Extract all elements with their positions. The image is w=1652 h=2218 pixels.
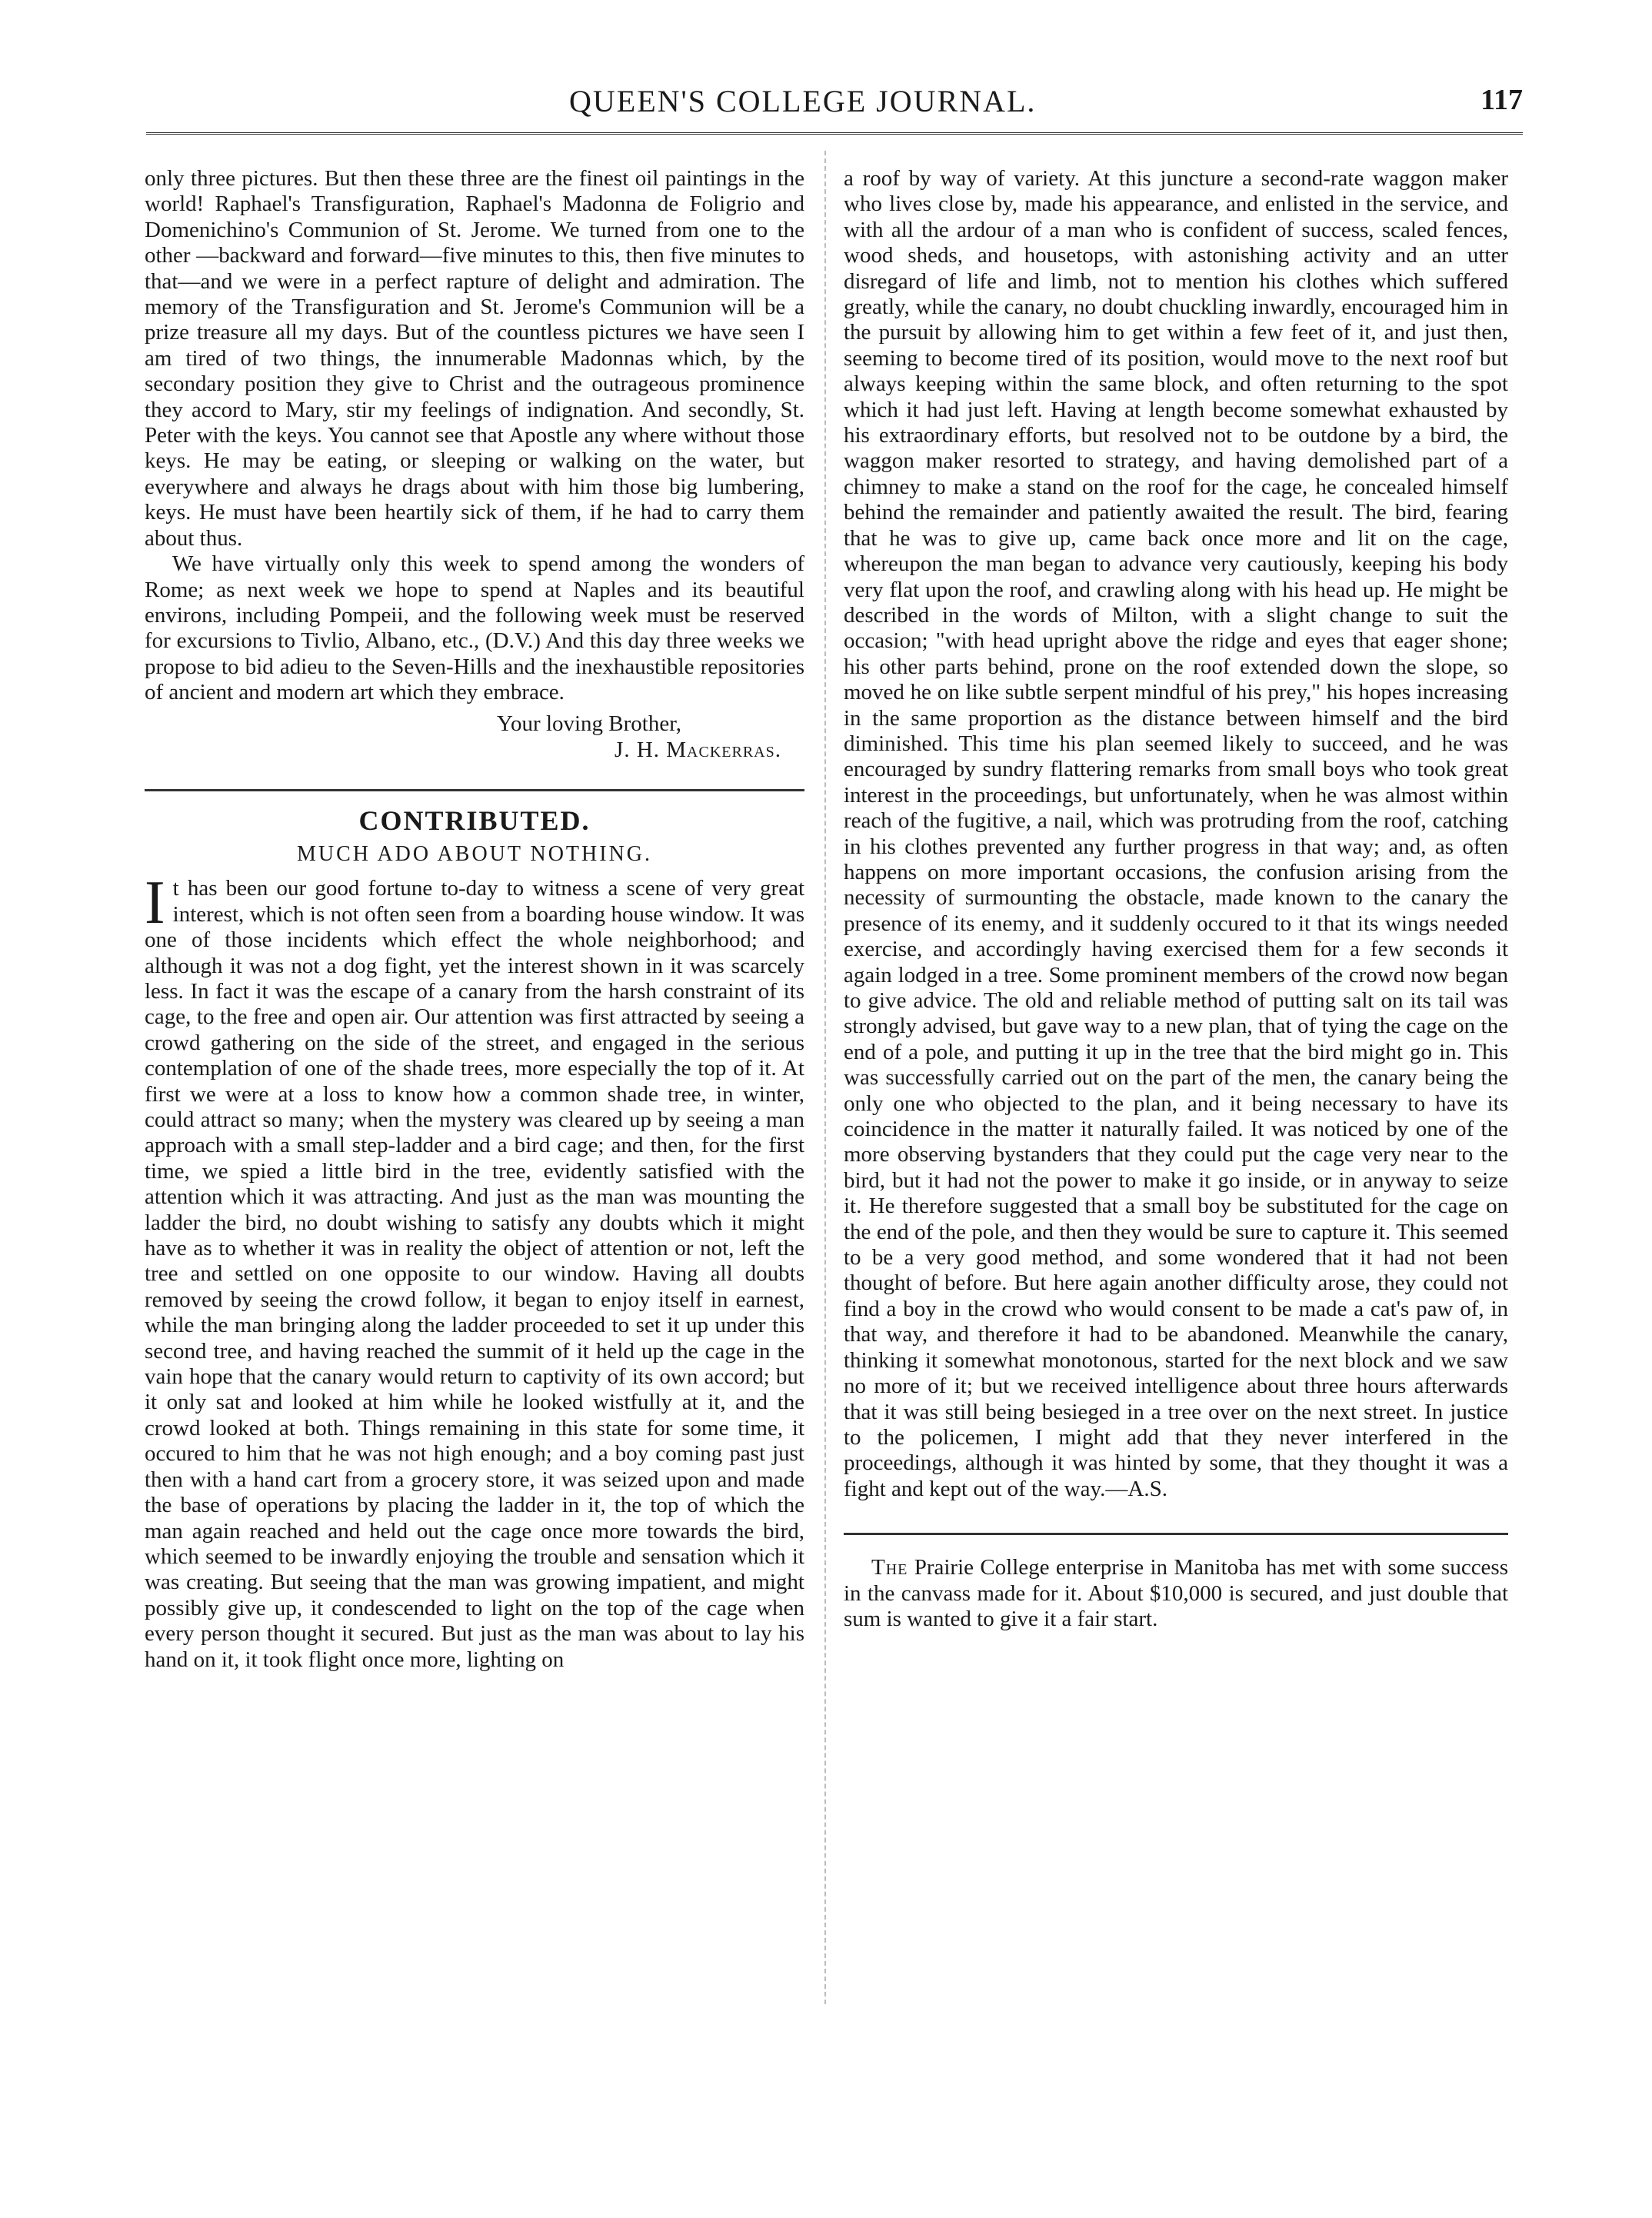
right-column	[844, 166, 1508, 1632]
header-rule	[146, 132, 1523, 135]
article-paragraph: a roof by way of variety. At this juncture a second-rate waggon maker who lives close by, made his appearance, and enlisted in the service, and with all the ardour of a man who is confident of success, scaled fences, wood sheds, and housetops, with astonishing activity and an utter disregard of life and limb, not to mention his clothes which suffered greatly, while the canary, no doubt chuckling inwardly, encouraged him in the pursuit by allowing him to get within a few feet of it, and just then, seeming to become tired of its position, would move to the next roof but always keeping within the same block, and often returning to the spot which it had just left. Having at length become somewhat exhausted by his extraordinary efforts, but resolved not to be outdone by a bird, the waggon maker resorted to strategy, and having demolished part of a chimney to make a stand on the roof for the cage, he concealed himself behind the remainder and patiently awaited the result. The bird, fearing that he was to give up, came back once more and lit on the cage, whereupon the man began to advance very cautiously, keeping his body very flat upon the roof, and crawling along with his head up. He might be described in the words of Milton, with a slight change to suit the occasion; "with head upright above the ridge and eyes that eager shone; his other parts behind, prone on the roof extended down the slope, so moved he on like subtle serpent mindful of his prey," his hopes increasing in the same proportion as the distance between himself and the bird diminished. This time his plan seemed likely to succeed, and he was encouraged by sundry flattering remarks from small boys who took great interest in the proceedings, but unfortunately, when he was almost within reach of the fugitive, a nail, which was protruding from the roof, catching in his clothes prevented any further progress in that way; and, as often happens on more important occasions, the confusion arising from the necessity of surmounting the obstacle, made known to the canary the presence of its enemy, and it suddenly occured to it that its wings needed exercise, and accordingly having exercised them for a few seconds it again lodged in a tree. Some prominent members of the crowd now began to give advice. The old and reliable method of putting salt on its tail was strongly advised, but gave way to a new plan, that of tying the cage on the end of a pole, and putting it up in the tree that the bird might go in. This was successfully carried out on the part of the men, the canary being the only one who objected to the plan, and it being necessary to have its coincidence in the matter it naturally failed. It was noticed by one of the more observing bystanders that they could put the cage very near to the bird, but it had not the power to make it go inside, or in anyway to seize it. He therefore suggested that a small boy be substituted for the cage on the end of the pole, and then they would be sure to capture it. This seemed to be a very good method, and some wondered that it had not been thought of before. But here again another difficulty arose, they could not find a boy in the crowd who would consent to be made a cat's paw of, in that way, and therefore it had to be abandoned. Meanwhile the canary, thinking it somewhat monotonous, started for the next block and we saw no more of it; but we received intelligence about three hours afterwards that it was still being besieged in a tree over on the next street. In justice to the policemen, I might add that they never interfered in the proceedings, although it was hinted by some, that they thought it was a fight and kept out of the way.—A.S.	[844, 166, 1508, 1501]
journal-title: QUEEN'S COLLEGE JOURNAL.	[569, 84, 1037, 118]
news-note	[844, 1555, 1508, 1632]
note-rule	[844, 1533, 1508, 1535]
section-title: CONTRIBUTED.	[358, 804, 591, 836]
letter-signoff	[145, 711, 804, 763]
note-lead-word: The	[871, 1555, 908, 1580]
article-title: MUCH ADO ABOUT NOTHING.	[296, 841, 653, 866]
article-paragraph: It has been our good fortune to-day to witness a scene of very great interest, which is not often seen from a boarding house window. It was one of those incidents which effect the whole neighborhood; and although it was not a dog fight, yet the interest shown in it was scarcely less. In fact it was the escape of a canary from the harsh constraint of its cage, to the free and open air. Our attention was first attracted by seeing a crowd gathering on the side of the street, and engaged in the serious contemplation of one of the shade trees, more especially the top of it. At first we were at a loss to know how a common shade tree, in winter, could attract so many; when the mystery was cleared up by seeing a man approach with a small step-ladder and a bird cage; and then, for the first time, we spied a little bird in the tree, evidently satisfied with the attention which it was attracting. And just as the man was mounting the ladder the bird, no doubt wishing to satisfy any doubts which it might have as to whether it was in reality the object of attention or not, left the tree and settled on one opposite to our window. Having all doubts removed by seeing the crowd follow, it began to enjoy itself in earnest, while the man bringing along the ladder proceeded to set it up under this second tree, and having reached the summit of it held up the cage in the vain hope that the canary would return to captivity of its own accord; but it only sat and looked at him while he looked wistfully at it, and the crowd looked at both. Things remaining in this state for some time, it occured to him that he was not high enough; and a boy coming past just then with a hand cart from a grocery store, it was seized upon and made the base of operations by placing the ladder in it, the top of which the man again reached and held out the cage once more towards the bird, which seemed to be inwardly enjoying the trouble and sensation which it was creating. But seeing that the man was growing impatient, and might possibly give up, it condescended to light on the top of the cage when every person thought it secured. But just as the man was about to lay his hand on it, it took flight once more, lighting on	[145, 869, 804, 1672]
page-number: 117	[1480, 84, 1523, 116]
running-head	[146, 83, 1523, 129]
section-rule	[145, 789, 804, 791]
column-divider	[824, 151, 826, 2004]
letter-paragraph: We have virtually only this week to spend among the wonders of Rome; as next week we hope to spend at Naples and its beautiful environs, including Pompeii, and the following week must be reserved for excursions to Tivlio, Albano, etc., (D.V.) And this day three weeks we propose to bid adieu to the Seven-Hills and the inexhaustible repositories of ancient and modern art which they embrace.	[145, 551, 804, 705]
note-text: Prairie College enterprise in Manitoba has met with some success in the canvass made for it. About $10,000 is secured, and just double that sum is wanted to give it a fair start.	[844, 1555, 1509, 1631]
letter-paragraph: only three pictures. But then these three are the finest oil paintings in the world! Raphael's Transfiguration, Raphael's Madonna de Foligrio and Domenichino's Communion of St. Jerome. We turned from one to the other —backward and forward—five minutes to this, then five minutes to that—and we were in a perfect rapture of delight and admiration. The memory of the Transfiguration and St. Jerome's Communion will be a prize treasure all my days. But of the countless pictures we have seen I am tired of two things, the innumerable Madonnas which, by the secondary position they give to Christ and the outrageous prominence they accord to Mary, stir my feelings of indignation. And secondly, St. Peter with the keys. You cannot see that Apostle any where without those keys. He may be eating, or sleeping or walking on the water, but everywhere and always he drags about with him those big lumbering, keys. He must have been heartily sick of them, if he had to carry them about thus.	[145, 166, 804, 551]
signoff-author: J. H. Mackerras.	[615, 737, 781, 762]
signoff-salutation: Your loving Brother,	[497, 711, 681, 736]
left-column	[145, 166, 804, 1673]
